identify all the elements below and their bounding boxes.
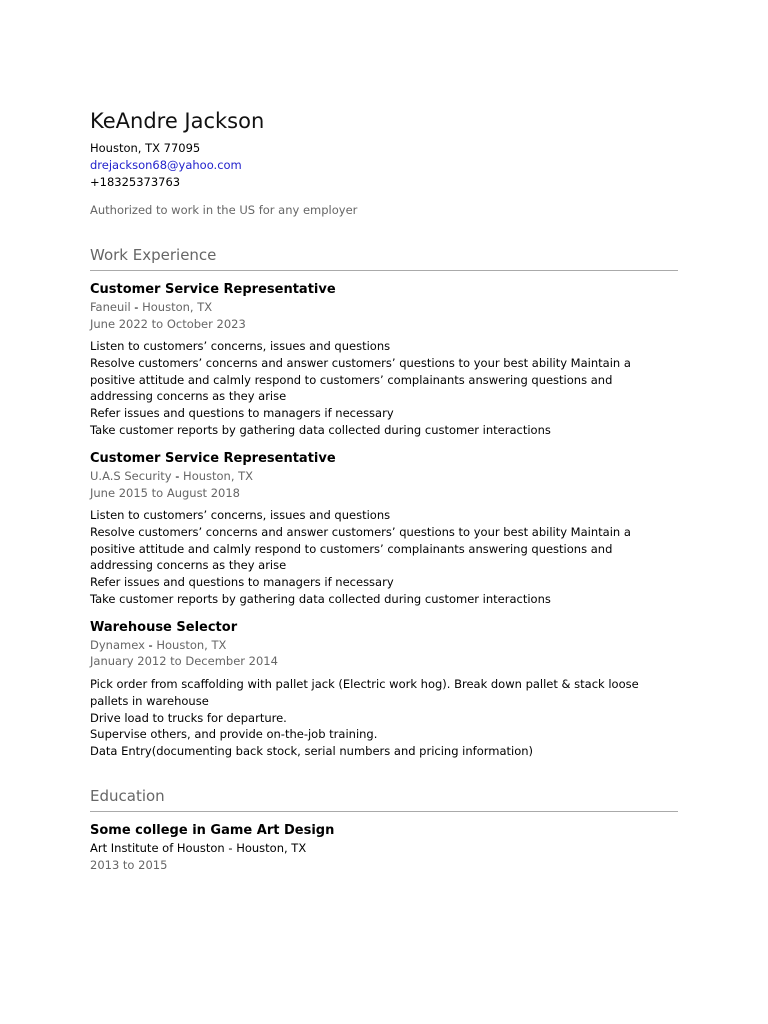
job-description-line: Take customer reports by gathering data collected during customer interactions — [90, 591, 551, 606]
job-company-line — [90, 637, 226, 653]
job-description-line: Refer issues and questions to managers if necessary — [90, 575, 394, 590]
job-location: Houston, TX — [156, 638, 227, 652]
job-dates: January 2012 to December 2014 — [90, 654, 278, 668]
section-divider — [90, 811, 678, 812]
job-title: Customer Service Representative — [90, 451, 336, 466]
separator: - — [130, 300, 143, 314]
job-title: Customer Service Representative — [90, 282, 336, 297]
job-description-line: Pick order from scaffolding with pallet jack (Electric work hog). Break down pallet & stack loose pallets in warehouse — [90, 677, 639, 708]
job-company-line — [90, 468, 253, 484]
job-dates: June 2022 to October 2023 — [90, 317, 246, 331]
candidate-name: KeAndre Jackson — [90, 109, 265, 133]
job-location: Houston, TX — [142, 300, 213, 314]
job-company-line — [90, 299, 212, 315]
job-description-line: Listen to customers’ concerns, issues and questions — [90, 508, 391, 522]
job-description — [90, 676, 678, 760]
job-description-line: Resolve customers’ concerns and answer customers’ questions to your best ability Maintain a positive attitude and calmly respond to customers’ complainants answering questions and addressing concerns as they arise — [90, 524, 631, 573]
job-description-line: Resolve customers’ concerns and answer customers’ questions to your best ability Maintain a positive attitude and calmly respond to customers’ complainants answering questions and addressing concerns as they arise — [90, 355, 631, 404]
degree-title: Some college in Game Art Design — [90, 823, 335, 838]
education-heading: Education — [90, 787, 165, 805]
separator: - — [171, 469, 184, 483]
job-description — [90, 338, 678, 439]
job-description-line: Supervise others, and provide on-the-job training. — [90, 727, 378, 742]
job-description-line: Listen to customers’ concerns, issues and questions — [90, 339, 391, 353]
job-dates: June 2015 to August 2018 — [90, 486, 240, 500]
work-authorization: Authorized to work in the US for any employer — [90, 203, 358, 217]
education-dates: 2013 to 2015 — [90, 858, 168, 872]
email-link[interactable]: drejackson68@yahoo.com — [90, 158, 242, 172]
location-text: Houston, TX 77095 — [90, 141, 201, 155]
job-description-line: Refer issues and questions to managers if necessary — [90, 406, 394, 421]
job-title: Warehouse Selector — [90, 620, 238, 635]
school-name: Art Institute of Houston — [90, 841, 225, 855]
job-location: Houston, TX — [183, 469, 254, 483]
section-divider — [90, 270, 678, 271]
school-line — [90, 840, 306, 856]
phone-text: +18325373763 — [90, 175, 181, 189]
job-company: Dynamex — [90, 638, 145, 652]
separator: - — [144, 638, 157, 652]
job-description — [90, 507, 678, 608]
school-location: Houston, TX — [236, 841, 307, 855]
job-description-line: Drive load to trucks for departure. — [90, 710, 287, 725]
job-company: U.A.S Security — [90, 469, 172, 483]
job-company: Faneuil — [90, 300, 131, 314]
job-description-line: Take customer reports by gathering data collected during customer interactions — [90, 422, 551, 437]
separator: - — [224, 841, 237, 855]
work-experience-heading: Work Experience — [90, 246, 217, 264]
job-description-line: Data Entry(documenting back stock, serial numbers and pricing information) — [90, 744, 534, 759]
